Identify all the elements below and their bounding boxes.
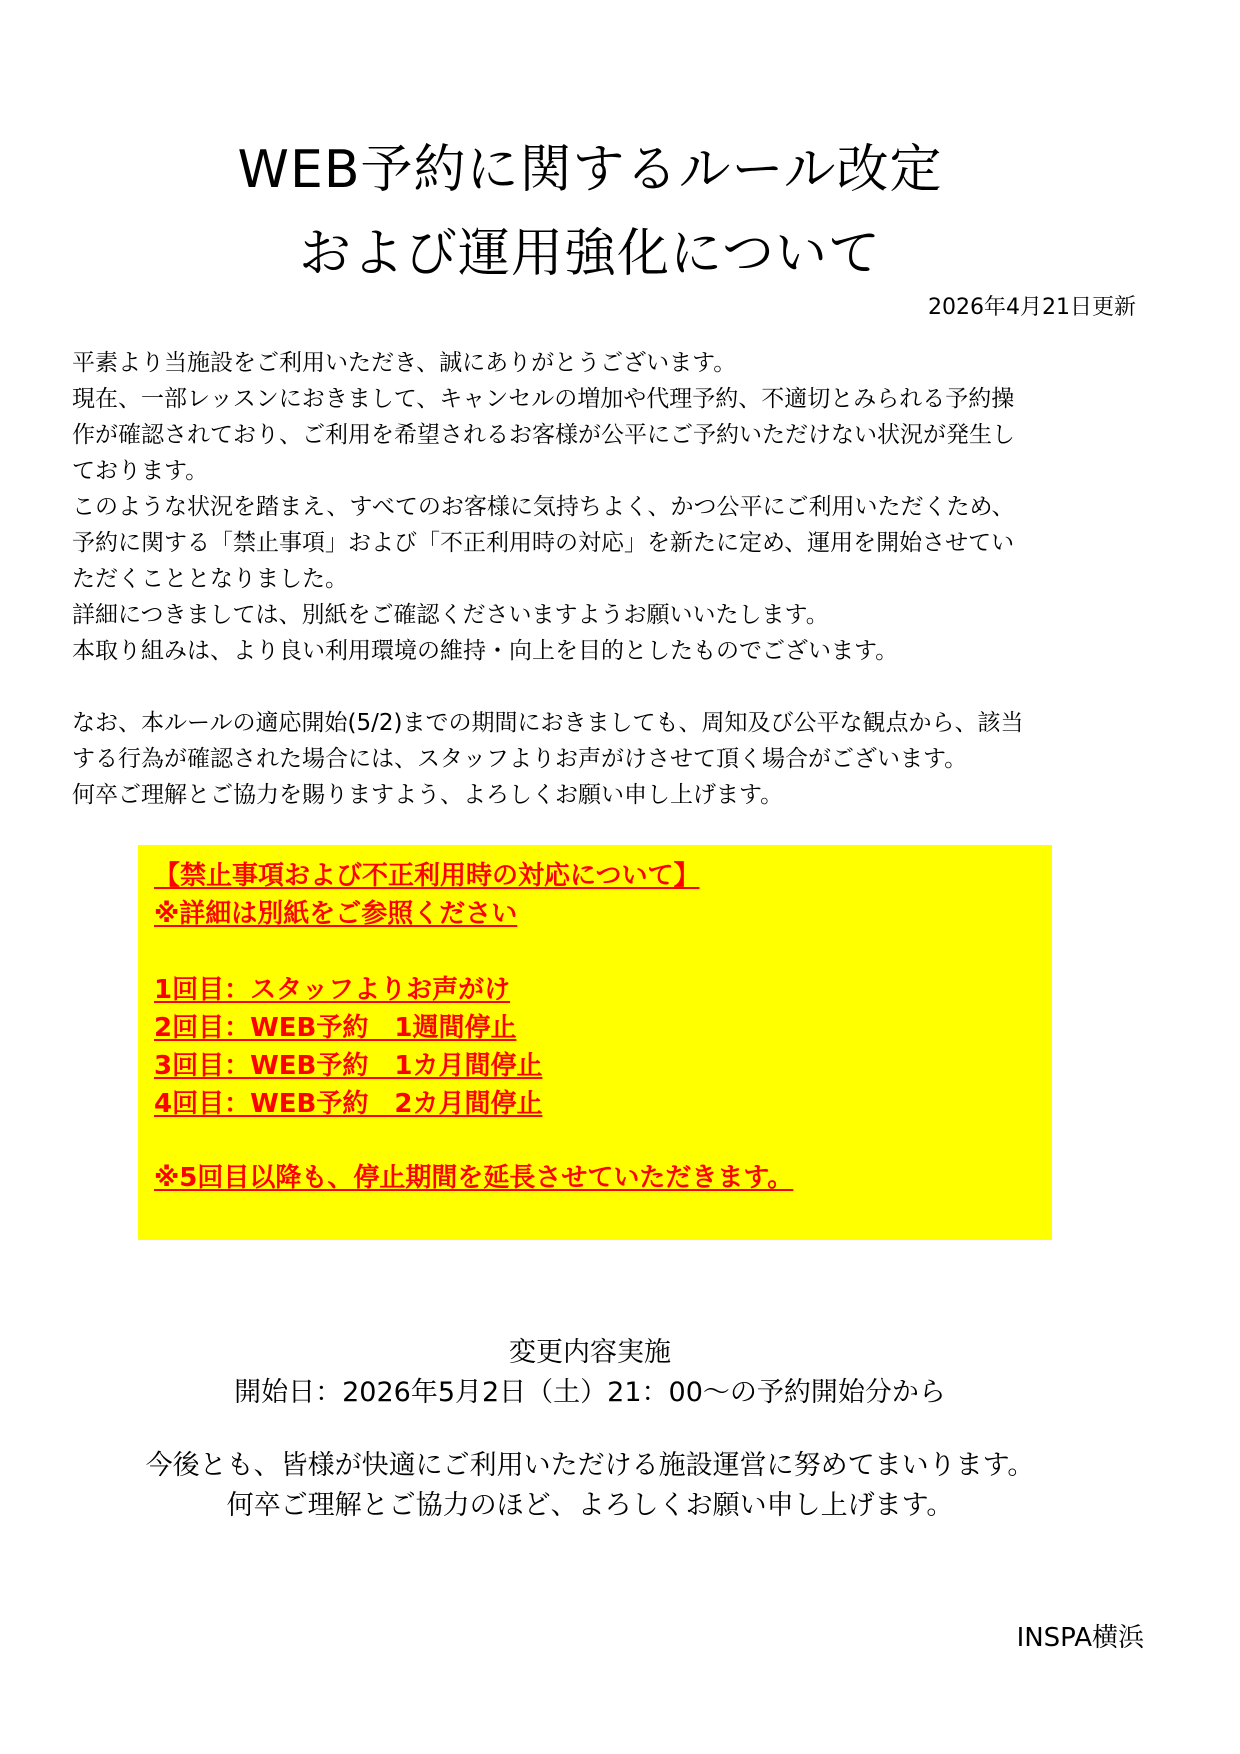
page-title-line-1: WEB予約に関するルール改定	[237, 140, 943, 200]
notice-spacer	[154, 1123, 793, 1159]
closing-line: 何卒ご理解とご協力のほど、よろしくお願い申し上げます。	[226, 1490, 954, 1521]
body-line: 予約に関する「禁止事項」および「不正利用時の対応」を新たに定め、運用を開始させてい	[72, 530, 1015, 556]
updated-date: 2026年4月21日更新	[928, 295, 1136, 320]
body-line: 平素より当施設をご利用いただき、誠にありがとうございます。	[72, 350, 737, 376]
body-line: 何卒ご理解とご協力を賜りますよう、よろしくお願い申し上げます。	[72, 782, 784, 808]
schedule-section	[0, 1333, 1180, 1413]
body-text	[72, 345, 1132, 813]
body-line: 本取り組みは、より良い利用環境の維持・向上を目的としたものでございます。	[72, 638, 899, 664]
body-line: 現在、一部レッスンにおきまして、キャンセルの増加や代理予約、不適切とみられる予約操	[72, 386, 1015, 412]
body-line: 詳細につきましては、別紙をご確認くださいますようお願いいたします。	[72, 602, 829, 628]
notice-step: 2回目：WEB予約 1週間停止	[154, 1013, 517, 1043]
schedule-heading: 変更内容実施	[509, 1337, 671, 1368]
body-line: このような状況を踏まえ、すべてのお客様に気持ちよく、かつ公平にご利用いただくため、	[72, 494, 1015, 520]
body-line: ております。	[72, 458, 209, 484]
organization-name: INSPA横浜	[1016, 1623, 1144, 1653]
page-title-line-2: および運用強化について	[299, 224, 881, 284]
notice-footnote: ※5回目以降も、停止期間を延長させていただきます。	[154, 1163, 794, 1193]
notice-content	[154, 857, 793, 1197]
body-line: 作が確認されており、ご利用を希望されるお客様が公平にご予約いただけない状況が発生し	[72, 422, 1015, 448]
schedule-start-date: 開始日：2026年5月2日（土）21：00～の予約開始分から	[234, 1377, 946, 1408]
body-line: ただくこととなりました。	[72, 566, 348, 592]
page-title	[0, 128, 1180, 296]
notice-heading: 【禁止事項および不正利用時の対応について】	[154, 861, 700, 891]
notice-subheading: ※詳細は別紙をご参照ください	[154, 899, 518, 929]
body-line: なお、本ルールの適応開始(5/2)までの期間におきましても、周知及び公平な観点から、該当	[72, 710, 1024, 736]
notice-spacer	[154, 933, 793, 971]
notice-step: 1回目：スタッフよりお声がけ	[154, 975, 511, 1005]
body-line: する行為が確認された場合には、スタッフよりお声がけさせて頂く場合がございます。	[72, 746, 968, 772]
notice-step: 3回目：WEB予約 1カ月間停止	[154, 1051, 543, 1081]
closing-line: 今後とも、皆様が快適にご利用いただける施設運営に努めてまいります。	[145, 1450, 1035, 1481]
notice-box	[138, 845, 1052, 1240]
closing-section	[0, 1446, 1180, 1526]
notice-step: 4回目：WEB予約 2カ月間停止	[154, 1089, 543, 1119]
paragraph-spacer	[72, 669, 1132, 705]
